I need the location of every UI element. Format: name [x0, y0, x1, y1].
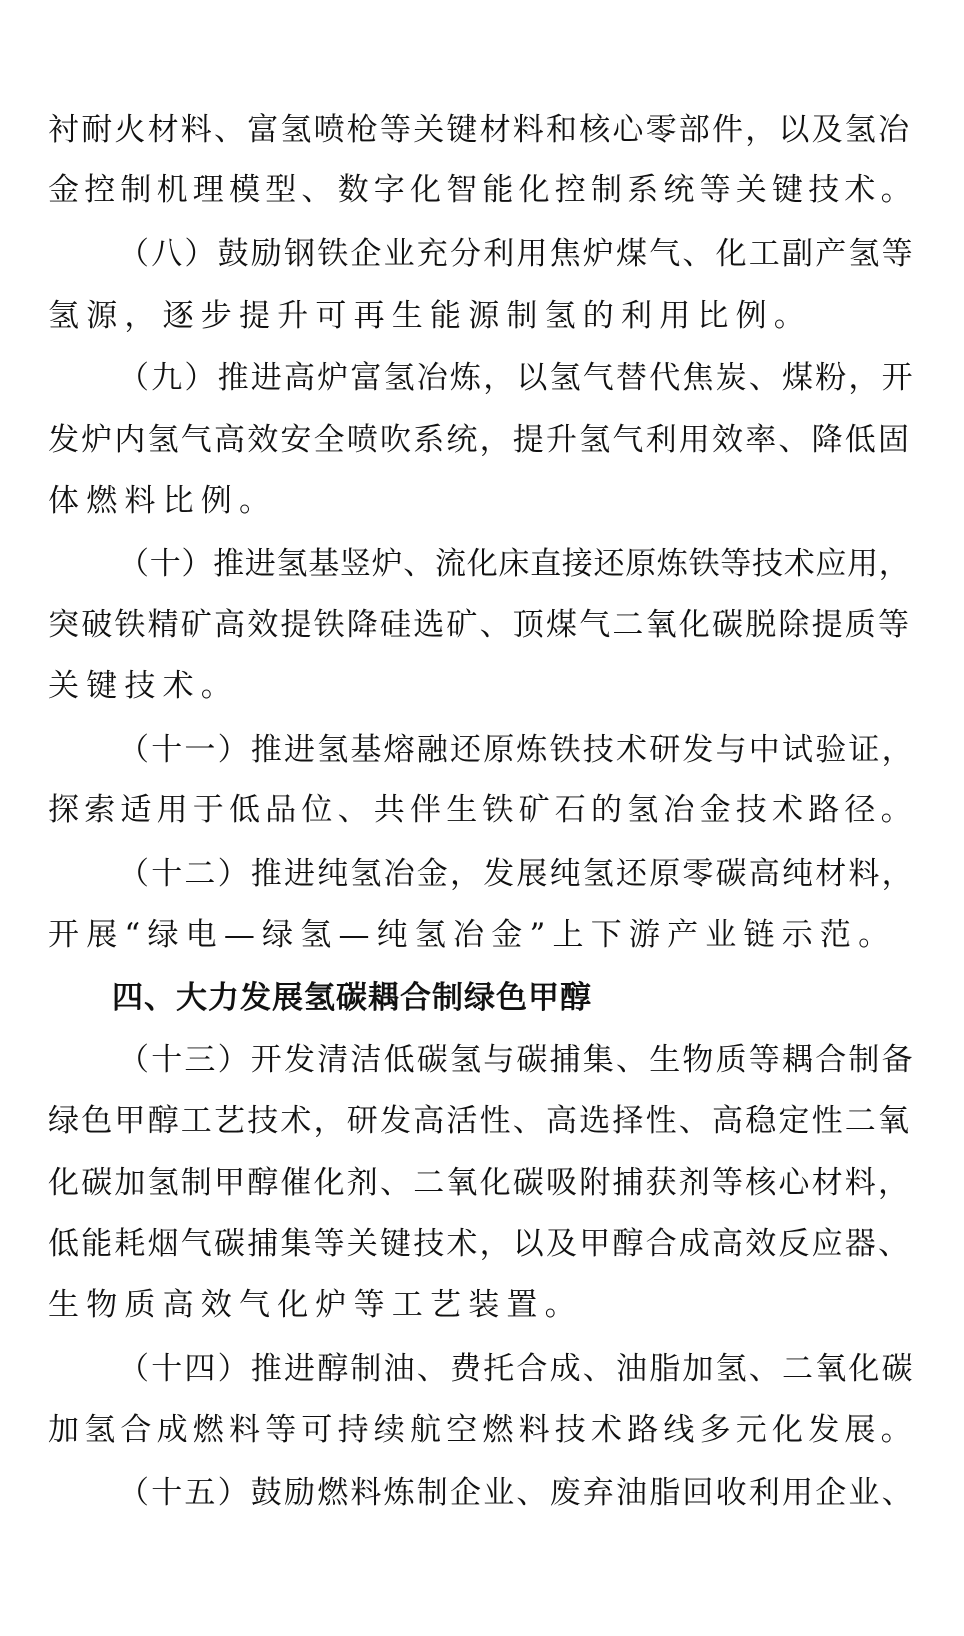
text-line: （十二）推进纯氢冶金，发展纯氢还原零碳高纯材料， [118, 856, 915, 892]
text-line: 生物质高效气化炉等工艺装置。 [48, 1287, 583, 1323]
text-line: 关键技术。 [48, 668, 239, 704]
text-line: 体燃料比例。 [48, 483, 278, 519]
text-line: （九）推进高炉富氢冶炼，以氢气替代焦炭、煤粉，开 [118, 360, 915, 396]
text-line: 探索适用于低品位、共伴生铁矿石的氢冶金技术路径。 [48, 792, 917, 828]
text-line: 开展“绿电—绿氢—纯氢冶金”上下游产业链示范。 [48, 917, 897, 953]
text-line: （十四）推进醇制油、费托合成、油脂加氢、二氧化碳 [118, 1351, 915, 1387]
text-line: 加氢合成燃料等可持续航空燃料技术路线多元化发展。 [48, 1412, 917, 1448]
text-line: （十五）鼓励燃料炼制企业、废弃油脂回收利用企业、 [118, 1475, 915, 1511]
text-line: （八）鼓励钢铁企业充分利用焦炉煤气、化工副产氢等 [118, 236, 915, 272]
text-line: 低能耗烟气碳捕集等关键技术，以及甲醇合成高效反应器、 [48, 1226, 912, 1262]
text-line: 氢源，逐步提升可再生能源制氢的利用比例。 [48, 298, 812, 334]
text-line: （十三）开发清洁低碳氢与碳捕集、生物质等耦合制备 [118, 1042, 915, 1078]
text-line: （十一）推进氢基熔融还原炼铁技术研发与中试验证， [118, 732, 915, 768]
text-line: 绿色甲醇工艺技术，研发高活性、高选择性、高稳定性二氧 [48, 1103, 912, 1139]
text-line: 突破铁精矿高效提铁降硅选矿、顶煤气二氧化碳脱除提质等 [48, 607, 912, 643]
text-line: 衬耐火材料、富氢喷枪等关键材料和核心零部件，以及氢冶 [48, 112, 912, 148]
text-line: 发炉内氢气高效安全喷吹系统，提升氢气利用效率、降低固 [48, 422, 912, 458]
text-line: 化碳加氢制甲醇催化剂、二氧化碳吸附捕获剂等核心材料， [48, 1165, 912, 1201]
text-line: 金控制机理模型、数字化智能化控制系统等关键技术。 [48, 172, 917, 208]
section-heading: 四、大力发展氢碳耦合制绿色甲醇 [112, 980, 592, 1016]
text-line: （十）推进氢基竖炉、流化床直接还原炼铁等技术应用， [118, 546, 911, 582]
